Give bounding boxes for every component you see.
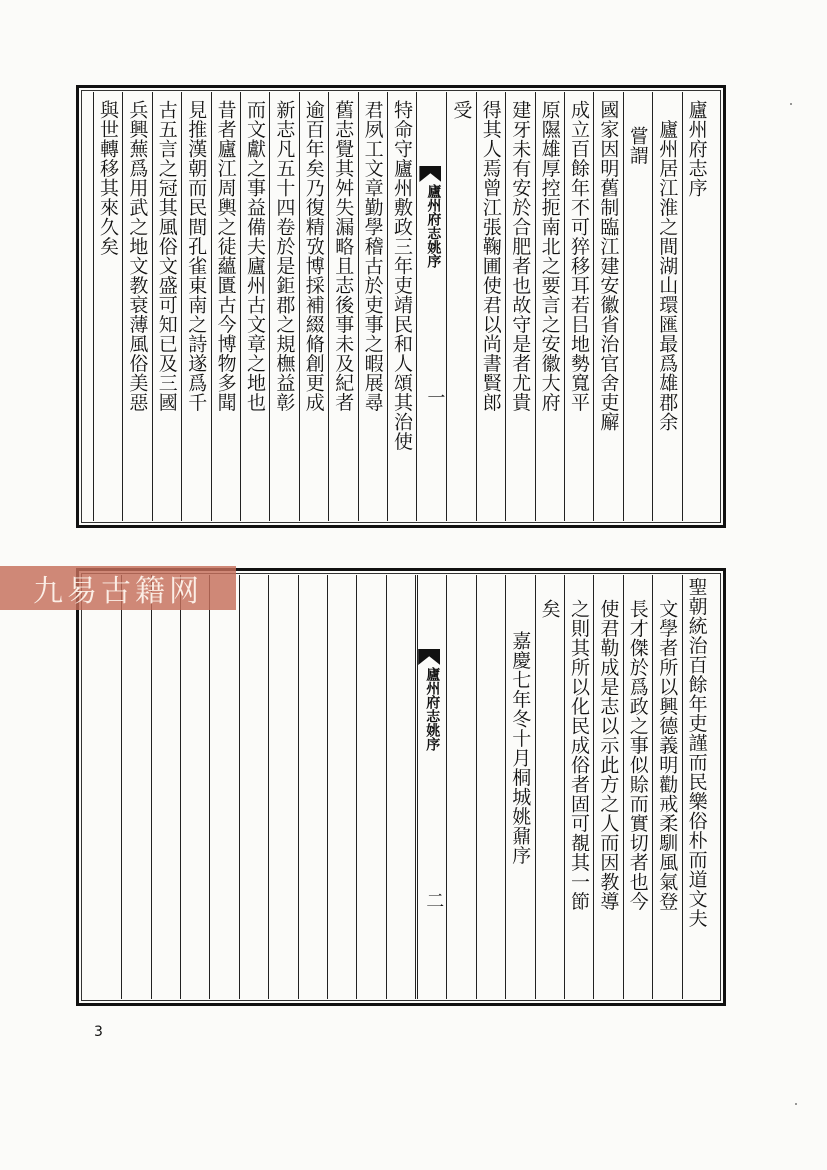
- column-rule: [209, 575, 210, 999]
- column-rule: [239, 575, 240, 999]
- column-rule: [121, 575, 122, 999]
- column-rule: [652, 575, 653, 999]
- column-rule: [505, 575, 506, 999]
- leaf-number: 一: [424, 388, 446, 406]
- text-column: 受: [450, 100, 473, 120]
- margin-title: 廬州府志姚序: [424, 667, 441, 751]
- text-column: 逾百年矣乃復精攷博採補綴脩創更成: [302, 100, 325, 412]
- text-column: 嘉慶七年冬十月桐城姚鼐序: [509, 631, 532, 865]
- text-column: 新志凡五十四卷於是鉅郡之規橅益彰: [273, 100, 296, 412]
- scan-speck: [795, 1103, 797, 1105]
- column-rule: [535, 575, 536, 999]
- column-rule: [387, 92, 388, 521]
- text-column: 文學者所以興德義明勸戒柔馴風氣登: [656, 599, 679, 911]
- column-rule: [652, 92, 653, 521]
- lower-book-page: [76, 568, 726, 1006]
- column-rule: [152, 92, 153, 521]
- text-column: 特命守廬州敷政三年吏靖民和人頌其治使: [391, 100, 413, 451]
- column-rule: [682, 575, 683, 999]
- leaf-number: 二: [423, 891, 445, 909]
- column-rule: [593, 92, 594, 521]
- upper-book-page: [76, 85, 726, 528]
- column-rule: [328, 92, 329, 521]
- column-rule: [446, 92, 447, 521]
- column-rule: [151, 575, 152, 999]
- fishtail-mark: [419, 166, 441, 182]
- text-column: 長才傑於爲政之事似賒而實切者也今: [626, 599, 649, 911]
- text-column: 見推漢朝而民間孔雀東南之詩遂爲千: [185, 100, 208, 412]
- text-column: 古五言之冠其風俗文盛可知已及三國: [155, 100, 178, 412]
- column-rule: [93, 92, 94, 521]
- column-rule: [593, 575, 594, 999]
- text-column: 聖朝統治百餘年吏謹而民樂俗朴而道文夫: [685, 577, 708, 928]
- column-rule: [416, 92, 417, 521]
- text-column: 與世轉移其來久矣: [97, 100, 119, 256]
- column-rule: [386, 575, 387, 999]
- fishtail-mark: [418, 649, 440, 665]
- text-column: 兵興蕪爲用武之地文教衰薄風俗美惡: [126, 100, 149, 412]
- scan-speck: [790, 103, 792, 105]
- text-column: 之則其所以化民成俗者固可覩其一節: [568, 599, 590, 911]
- text-column: 昔者廬江周輿之徒蘊匱古今博物多聞: [214, 100, 237, 412]
- column-rule: [505, 92, 506, 521]
- site-watermark: 九易古籍网: [0, 566, 236, 610]
- column-rule: [269, 92, 270, 521]
- page-number: 3: [94, 1024, 103, 1040]
- column-rule: [535, 92, 536, 521]
- text-column: 使君勒成是志以示此方之人而因教導: [597, 599, 620, 911]
- text-column: 國家因明舊制臨江建安徽省治官舍吏廨: [597, 100, 620, 432]
- margin-title: 廬州府志姚序: [425, 184, 442, 268]
- column-rule: [446, 575, 447, 999]
- column-rule: [564, 92, 565, 521]
- column-rule: [181, 92, 182, 521]
- text-column: 君夙工文章勤學稽古於吏事之暇展尋: [361, 100, 384, 412]
- text-column: 嘗謂: [626, 126, 649, 165]
- column-rule: [564, 575, 565, 999]
- text-column: 得其人焉曾江張鞠圃使君以尚書賢郎: [479, 100, 502, 412]
- column-rule: [298, 575, 299, 999]
- column-rule: [122, 92, 123, 521]
- column-rule: [415, 575, 416, 999]
- column-rule: [476, 575, 477, 999]
- column-rule: [211, 92, 212, 521]
- text-column: 原隰雄厚控扼南北之要言之安徽大府: [538, 100, 561, 412]
- column-rule: [417, 575, 418, 999]
- text-column: 成立百餘年不可猝移耳若㠯地勢寬平: [568, 100, 590, 412]
- column-rule: [180, 575, 181, 999]
- column-rule: [682, 92, 683, 521]
- column-rule: [356, 575, 357, 999]
- column-rule: [476, 92, 477, 521]
- column-rule: [358, 92, 359, 521]
- column-rule: [268, 575, 269, 999]
- column-rule: [240, 92, 241, 521]
- column-rule: [299, 92, 300, 521]
- text-column: 舊志覺其舛失漏略且志後事未及紀者: [332, 100, 355, 412]
- text-column: 廬州居江淮之間湖山環匯最爲雄郡余: [656, 100, 679, 432]
- text-column: 矣: [538, 599, 561, 619]
- column-rule: [623, 92, 624, 521]
- text-column: 而文獻之事益備夫廬州古文章之地也: [244, 100, 266, 412]
- text-column: 廬州府志序: [685, 100, 708, 198]
- column-rule: [327, 575, 328, 999]
- column-rule: [623, 575, 624, 999]
- text-column: 建牙未有安於合肥者也故守是者尤貴: [509, 100, 532, 412]
